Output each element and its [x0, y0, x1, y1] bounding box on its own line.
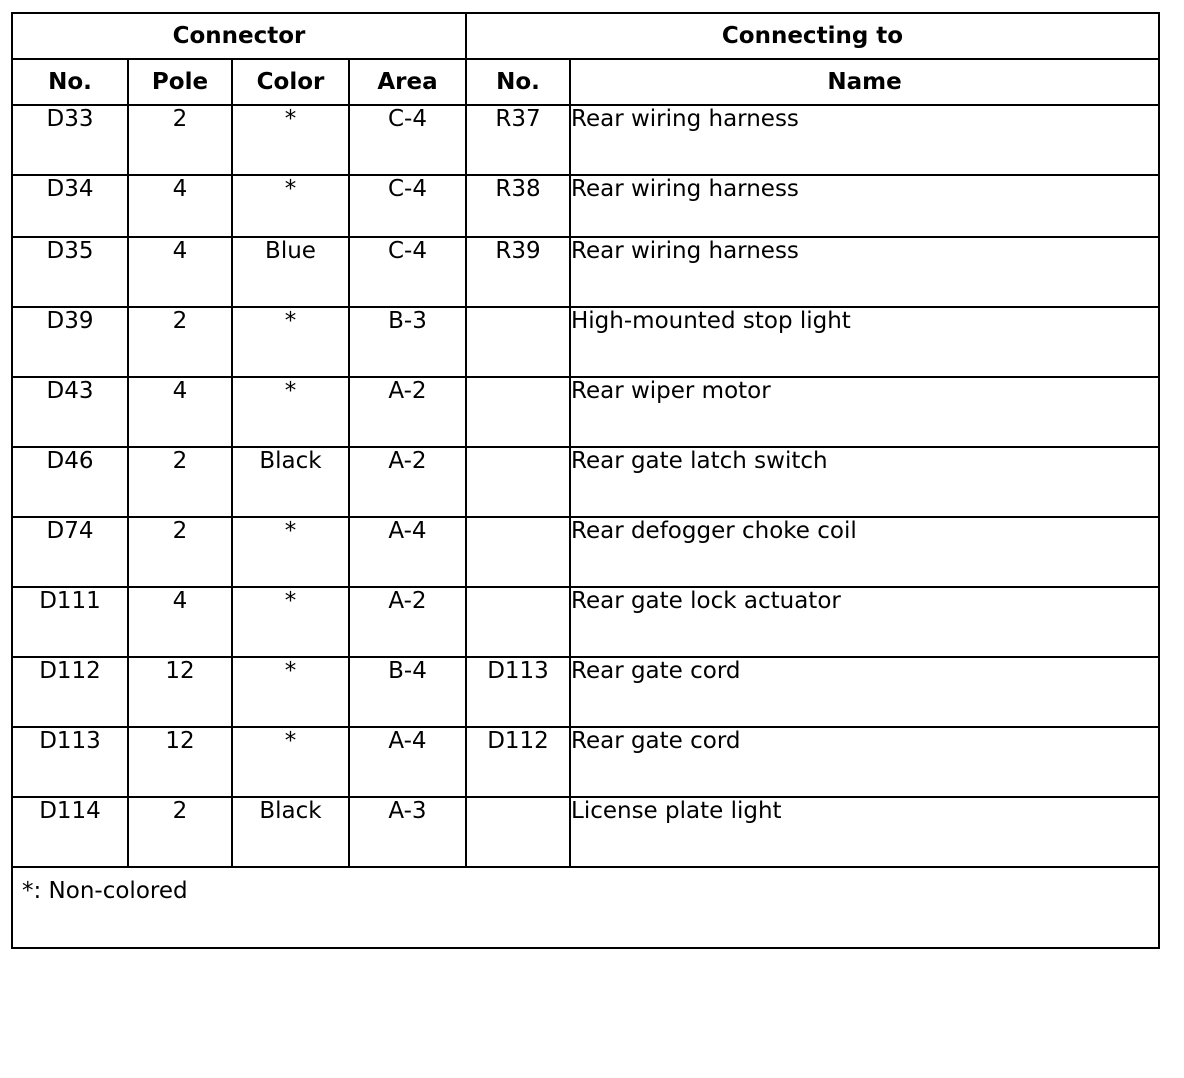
- connector-no-cell: D43: [12, 377, 128, 447]
- area-cell: C-4: [349, 105, 466, 175]
- connecting-no-cell: [466, 587, 570, 657]
- color-cell: *: [232, 377, 349, 447]
- color-cell: *: [232, 727, 349, 797]
- connector-no-cell: D113: [12, 727, 128, 797]
- connecting-name-cell: Rear wiring harness: [570, 175, 1159, 237]
- column-header-color: Color: [232, 59, 349, 105]
- connecting-name-cell: Rear wiring harness: [570, 105, 1159, 175]
- column-header-name: Name: [570, 59, 1159, 105]
- connecting-no-cell: D112: [466, 727, 570, 797]
- connecting-no-cell: [466, 307, 570, 377]
- area-cell: B-4: [349, 657, 466, 727]
- pole-cell: 12: [128, 657, 232, 727]
- connecting-no-cell: [466, 517, 570, 587]
- area-cell: A-3: [349, 797, 466, 867]
- connecting-no-cell: [466, 377, 570, 447]
- connecting-no-cell: R37: [466, 105, 570, 175]
- area-cell: A-4: [349, 727, 466, 797]
- pole-cell: 4: [128, 175, 232, 237]
- pole-cell: 4: [128, 377, 232, 447]
- connector-no-cell: D34: [12, 175, 128, 237]
- pole-cell: 4: [128, 587, 232, 657]
- connecting-name-cell: Rear gate cord: [570, 727, 1159, 797]
- color-cell: *: [232, 105, 349, 175]
- connector-no-cell: D74: [12, 517, 128, 587]
- column-header-connecting-no: No.: [466, 59, 570, 105]
- color-cell: *: [232, 307, 349, 377]
- connector-no-cell: D111: [12, 587, 128, 657]
- connecting-name-cell: High-mounted stop light: [570, 307, 1159, 377]
- area-cell: A-2: [349, 447, 466, 517]
- connecting-name-cell: License plate light: [570, 797, 1159, 867]
- column-header-no: No.: [12, 59, 128, 105]
- table-row: [12, 307, 1159, 377]
- table-body: [12, 105, 1159, 867]
- color-cell: *: [232, 517, 349, 587]
- connecting-no-cell: [466, 797, 570, 867]
- color-cell: Black: [232, 447, 349, 517]
- connector-no-cell: D39: [12, 307, 128, 377]
- connector-no-cell: D112: [12, 657, 128, 727]
- area-cell: A-2: [349, 377, 466, 447]
- connecting-no-cell: R38: [466, 175, 570, 237]
- table-row: [12, 517, 1159, 587]
- connecting-name-cell: Rear wiring harness: [570, 237, 1159, 307]
- connecting-no-cell: [466, 447, 570, 517]
- footnote: *: Non-colored: [12, 867, 1159, 948]
- pole-cell: 12: [128, 727, 232, 797]
- color-cell: *: [232, 587, 349, 657]
- table-row: [12, 587, 1159, 657]
- table-row: [12, 797, 1159, 867]
- connector-no-cell: D35: [12, 237, 128, 307]
- connecting-name-cell: Rear wiper motor: [570, 377, 1159, 447]
- connector-no-cell: D46: [12, 447, 128, 517]
- connecting-to-group-header: Connecting to: [466, 13, 1159, 59]
- connector-group-header: Connector: [12, 13, 466, 59]
- pole-cell: 2: [128, 105, 232, 175]
- table-row: [12, 105, 1159, 175]
- column-header-area: Area: [349, 59, 466, 105]
- table-row: [12, 175, 1159, 237]
- connecting-name-cell: Rear gate lock actuator: [570, 587, 1159, 657]
- color-cell: *: [232, 657, 349, 727]
- pole-cell: 2: [128, 797, 232, 867]
- connecting-no-cell: R39: [466, 237, 570, 307]
- table-row: [12, 657, 1159, 727]
- connector-no-cell: D33: [12, 105, 128, 175]
- color-cell: Black: [232, 797, 349, 867]
- table-row: [12, 447, 1159, 517]
- connecting-no-cell: D113: [466, 657, 570, 727]
- pole-cell: 2: [128, 517, 232, 587]
- pole-cell: 2: [128, 447, 232, 517]
- area-cell: C-4: [349, 237, 466, 307]
- color-cell: *: [232, 175, 349, 237]
- column-header-pole: Pole: [128, 59, 232, 105]
- connecting-name-cell: Rear defogger choke coil: [570, 517, 1159, 587]
- area-cell: B-3: [349, 307, 466, 377]
- color-cell: Blue: [232, 237, 349, 307]
- area-cell: A-2: [349, 587, 466, 657]
- connecting-name-cell: Rear gate latch switch: [570, 447, 1159, 517]
- pole-cell: 2: [128, 307, 232, 377]
- connecting-name-cell: Rear gate cord: [570, 657, 1159, 727]
- area-cell: C-4: [349, 175, 466, 237]
- table-row: [12, 237, 1159, 307]
- pole-cell: 4: [128, 237, 232, 307]
- table-row: [12, 377, 1159, 447]
- area-cell: A-4: [349, 517, 466, 587]
- connector-no-cell: D114: [12, 797, 128, 867]
- connector-table: [11, 12, 1160, 949]
- table-row: [12, 727, 1159, 797]
